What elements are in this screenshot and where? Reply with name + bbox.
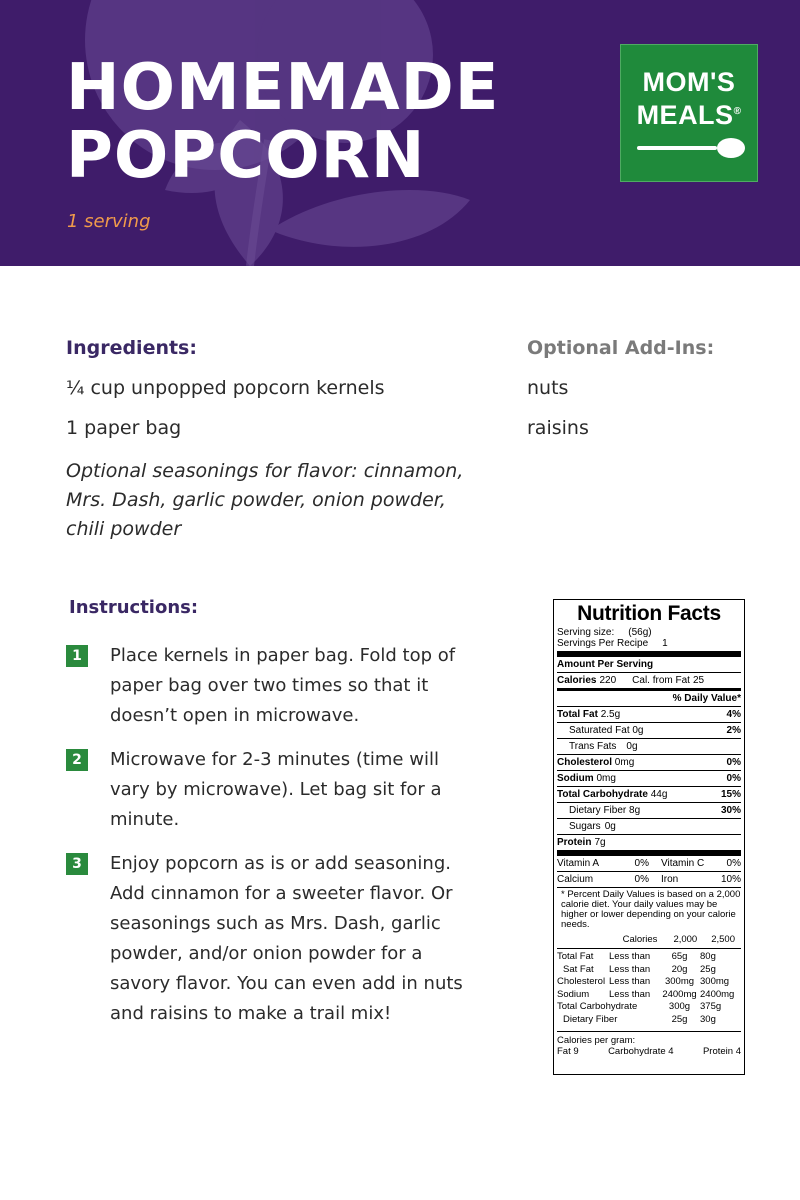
- title-line-1: HOMEMADE: [66, 51, 500, 125]
- dv-footnote: * Percent Daily Values is based on a 2,000 calorie diet. Your daily values may be higher or lower depending on your calorie needs.: [561, 889, 741, 930]
- limit-nutrient: Total Fat: [557, 951, 594, 962]
- vitamin-label: Vitamin C: [661, 858, 705, 869]
- cal-table-col1: 2,000: [673, 934, 698, 945]
- calories-value: 220: [599, 675, 617, 686]
- vitamin-value: 0%: [634, 874, 649, 885]
- nutrient-amount: 7g: [594, 837, 606, 848]
- step-number-badge: 1: [66, 645, 88, 667]
- cal-fat-label: Cal. from Fat: [632, 675, 690, 686]
- vitamin-row: [557, 856, 741, 871]
- instructions-heading: Instructions:: [69, 597, 199, 618]
- nutrient-amount: 0g: [604, 821, 616, 832]
- limit-nutrient: Sodium: [557, 988, 590, 1000]
- serving-size-label: Serving size:: [557, 627, 615, 638]
- limit-nutrient: Cholesterol: [557, 976, 606, 987]
- limit-value: 2400mg: [662, 988, 697, 1000]
- limit-value: 25g: [671, 1013, 688, 1025]
- step-text: Enjoy popcorn as is or add seasoning. Add cinnamon for a sweeter flavor. Or seasonings such as Mrs. Dash, garlic powder, and/or onion powder for a savory flavor. You can even add in nuts and raisins to make a trail mix!: [110, 853, 463, 1024]
- nutrient-amount: 44g: [650, 789, 668, 800]
- nutrient-label: Protein: [557, 837, 592, 848]
- dv-header-label: % Daily Value*: [672, 693, 741, 704]
- step-text: Microwave for 2-3 minutes (time will vary by microwave). Let bag sit for a minute.: [110, 749, 442, 830]
- limit-value: 300mg: [664, 976, 695, 987]
- nutrient-label: Sodium: [557, 773, 594, 784]
- nutrient-dv: 2%: [726, 725, 741, 736]
- logo-word: MEALS: [636, 100, 734, 130]
- step-text: Place kernels in paper bag. Fold top of paper bag over two times so that it doesn’t open in microwave.: [110, 645, 456, 726]
- nutrient-row: [557, 835, 741, 850]
- limit-nutrient: Dietary Fiber: [563, 1013, 618, 1025]
- vitamin-value: 0%: [634, 858, 649, 869]
- nutrient-amount: 8g: [629, 805, 641, 816]
- nutrient-amount: 0mg: [596, 773, 616, 784]
- limit-value: 80g: [700, 951, 716, 962]
- cal-fat-value: 25: [692, 675, 705, 686]
- nutrient-label: Sugars: [569, 821, 601, 832]
- spoon-icon: [635, 135, 747, 161]
- limit-value: 65g: [671, 951, 688, 962]
- per-gram-label: Calories per gram:: [557, 1035, 636, 1046]
- optional-seasonings: Optional seasonings for flavor: cinnamon, Mrs. Dash, garlic powder, onion powder, chili powder: [66, 460, 464, 540]
- nutrient-dv: 0%: [726, 773, 741, 784]
- logo-line-1: MOM'S: [642, 67, 736, 97]
- limit-value: 300mg: [700, 976, 730, 987]
- nutrient-amount: 2.5g: [600, 709, 621, 720]
- nutrient-row: [557, 819, 741, 834]
- nutrient-label: Trans Fats: [569, 741, 617, 752]
- logo-line-2: [621, 97, 757, 130]
- limit-nutrient: Sat Fat: [563, 963, 594, 975]
- cal-table-label: Calories: [622, 934, 658, 945]
- nutrient-row: [557, 803, 741, 818]
- registered-mark: ®: [733, 106, 742, 117]
- limit-value: 30g: [700, 1013, 716, 1025]
- daily-limits-table: [557, 949, 741, 1026]
- nutrient-label: Saturated Fat: [569, 725, 630, 736]
- nutrient-row: [557, 787, 741, 802]
- recipe-title: [66, 51, 500, 193]
- limit-value: 25g: [700, 963, 716, 975]
- limit-qualifier: Less than: [609, 963, 651, 975]
- nutrient-amount: 0g: [626, 741, 638, 752]
- dv-header: [557, 691, 741, 706]
- servings-row: [557, 638, 741, 651]
- nutrient-label: Total Fat: [557, 709, 598, 720]
- servings-label: Servings Per Recipe: [557, 638, 649, 649]
- per-gram-carb: Carbohydrate 4: [608, 1046, 674, 1057]
- recipe-header: [0, 0, 800, 266]
- title-line-2: POPCORN: [66, 119, 426, 193]
- vitamin-label: Calcium: [557, 874, 594, 885]
- limit-nutrient: Total Carbohydrate: [557, 1001, 638, 1012]
- limit-qualifier: Less than: [609, 988, 651, 1000]
- step-number-badge: 3: [66, 853, 88, 875]
- nutrient-label: Total Carbohydrate: [557, 789, 648, 800]
- per-gram-fat: Fat 9: [557, 1046, 579, 1057]
- per-gram-protein: Protein 4: [702, 1046, 741, 1057]
- serving-count: 1 serving: [67, 211, 151, 232]
- ingredients-heading: Ingredients:: [66, 337, 197, 359]
- amount-per-serving: [557, 657, 741, 672]
- calories-row: [557, 673, 741, 688]
- ingredient-item: 1 paper bag: [66, 417, 182, 439]
- step-number-badge: 2: [66, 749, 88, 771]
- vitamin-label: Vitamin A: [557, 858, 600, 869]
- limit-value: 300g: [668, 1001, 691, 1012]
- moms-meals-logo: [620, 44, 758, 182]
- nutrient-dv: 0%: [726, 757, 741, 768]
- limit-value: 20g: [671, 963, 688, 975]
- nutrient-row: [557, 707, 741, 722]
- serving-size-row: [557, 627, 741, 638]
- vitamin-value: 10%: [720, 874, 741, 885]
- limit-qualifier: Less than: [609, 951, 651, 962]
- vitamin-row: [557, 872, 741, 887]
- limit-value: 2400mg: [700, 988, 735, 1000]
- addin-item: raisins: [527, 417, 589, 439]
- cal-table-header: [557, 932, 741, 948]
- serving-size-value: (56g): [628, 627, 652, 638]
- limit-qualifier: Less than: [609, 976, 651, 987]
- nutrient-row: [557, 771, 741, 786]
- nutrient-dv: 4%: [726, 709, 741, 720]
- nutrient-label: Cholesterol: [557, 757, 613, 768]
- addins-heading: Optional Add-Ins:: [527, 337, 715, 359]
- per-gram-row: [557, 1046, 741, 1057]
- nutrient-dv: 30%: [720, 805, 741, 816]
- nutrient-amount: 0g: [632, 725, 644, 736]
- nutrient-row: [557, 739, 741, 754]
- nutrition-facts-label: [553, 599, 745, 1075]
- calories-label: Calories: [557, 675, 597, 686]
- nutrient-dv: 15%: [720, 789, 741, 800]
- nutrient-amount: 0mg: [614, 757, 635, 768]
- addin-item: nuts: [527, 377, 569, 399]
- nutrient-row: [557, 723, 741, 738]
- ingredient-item: ¼ cup unpopped popcorn kernels: [66, 377, 385, 399]
- vitamin-label: Iron: [661, 874, 679, 885]
- servings-value: 1: [662, 638, 668, 649]
- limit-value: 375g: [700, 1001, 722, 1012]
- nutrient-label: Dietary Fiber: [569, 805, 627, 816]
- amount-per-serving-label: Amount Per Serving: [557, 659, 654, 670]
- cal-table-col2: 2,500: [711, 934, 735, 945]
- nutrition-title: Nutrition Facts: [577, 602, 721, 625]
- vitamin-value: 0%: [726, 858, 741, 869]
- nutrient-row: [557, 755, 741, 770]
